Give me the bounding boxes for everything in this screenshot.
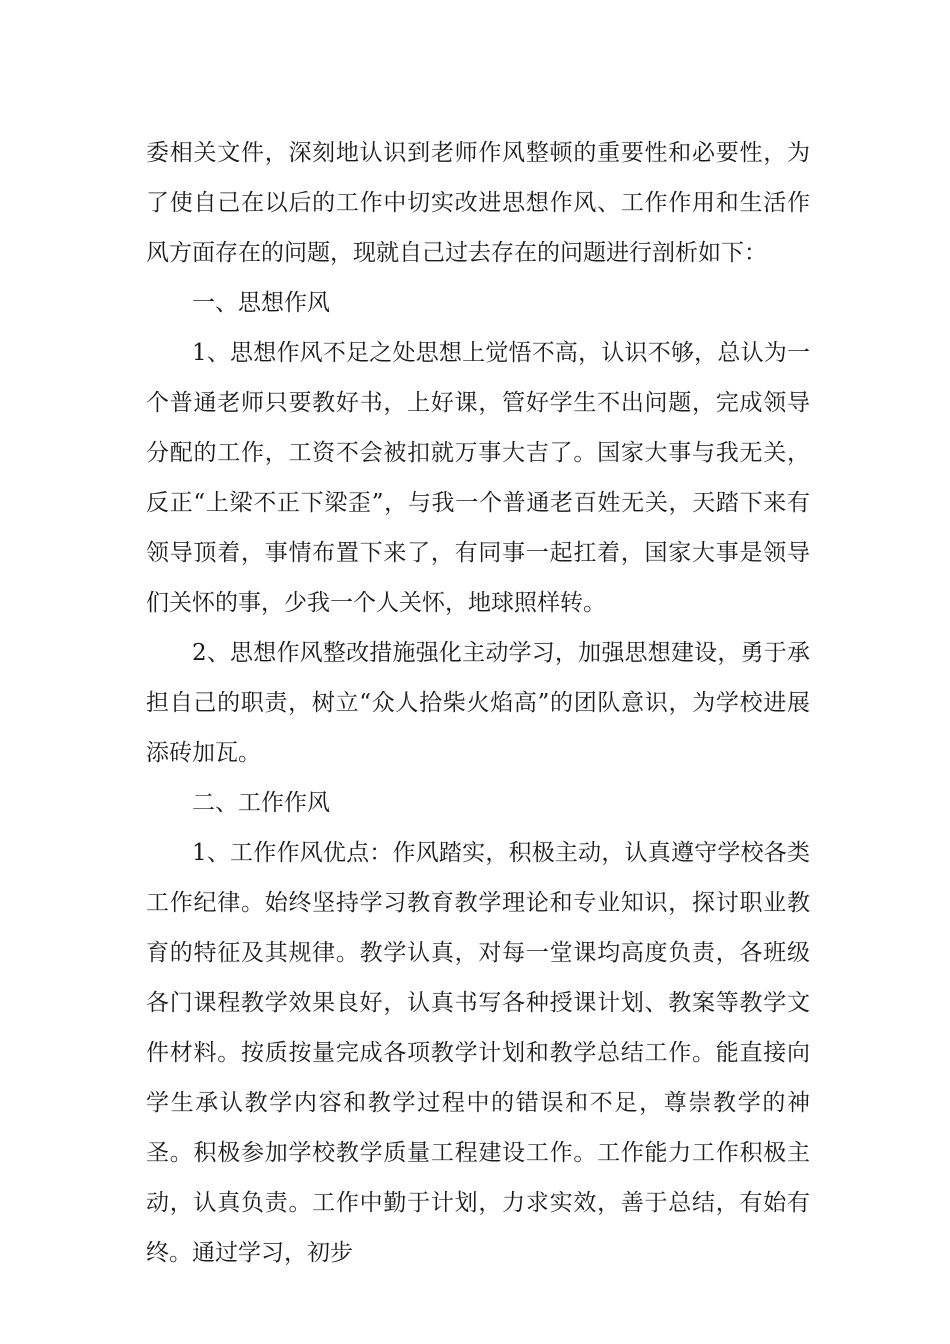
paragraph-thinking-shortcomings: 1、思想作风不足之处思想上觉悟不高，认识不够，总认为一个普通老师只要教好书，上好课，管好学生不出问题，完成领导分配的工作，工资不会被扣就万事大吉了。国家大事与我无关，反正“上梁不正下梁歪”，与我一个普通老百姓无关，天踏下来有领导顶着，事情布置下来了，有同事一起扛着，国家大事是领导们关怀的事，少我一个人关怀，地球照样转。: [146, 340, 810, 616]
paragraph-thinking-measures: 2、思想作风整改措施强化主动学习，加强思想建设，勇于承担自己的职责，树立“众人拾柴火焰高”的团队意识，为学校进展添砖加瓦。: [146, 640, 810, 766]
document-body: [146, 128, 810, 1278]
section-heading-thinking-style: 一、思想作风: [192, 290, 330, 316]
paragraph-continuation: 委相关文件，深刻地认识到老师作风整顿的重要性和必要性，为了使自己在以后的工作中切实改进思想作风、工作作用和生活作风方面存在的问题，现就自己过去存在的问题进行剖析如下：: [146, 140, 810, 266]
paragraph-work-strengths: 1、工作作风优点：作风踏实，积极主动，认真遵守学校各类工作纪律。始终坚持学习教育教学理论和专业知识，探讨职业教育的特征及其规律。教学认真，对每一堂课均高度负责，各班级各门课程教学效果良好，认真书写各种授课计划、教案等教学文件材料。按质按量完成各项教学计划和教学总结工作。能直接向学生承认教学内容和教学过程中的错误和不足，尊崇教学的神圣。积极参加学校教学质量工程建设工作。工作能力工作积极主动，认真负责。工作中勤于计划，力求实效，善于总结，有始有终。通过学习，初步: [146, 840, 810, 1266]
section-heading-work-style: 二、工作作风: [192, 790, 330, 816]
